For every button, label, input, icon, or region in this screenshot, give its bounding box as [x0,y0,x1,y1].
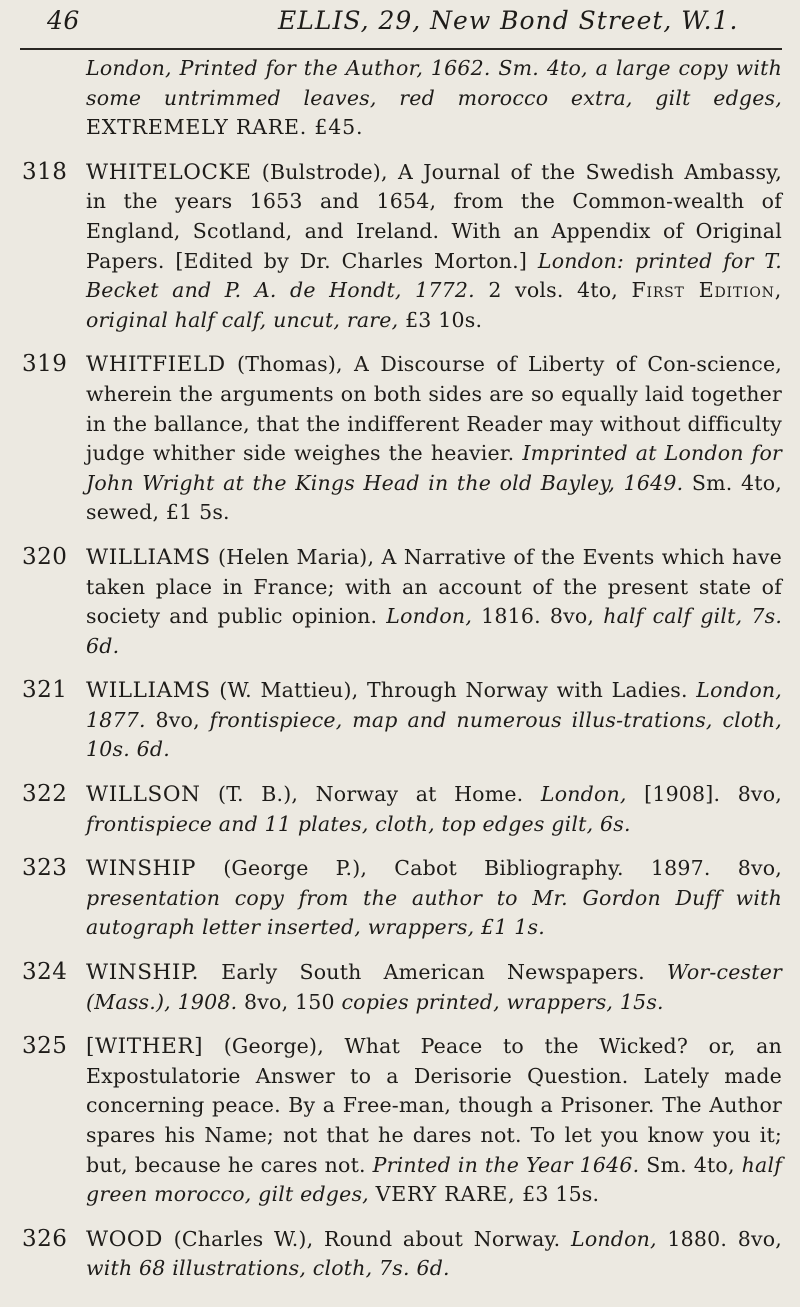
entry-description: (Bulstrode), A Journal of the Swedish Ambassy, in the years 1653 and 1654, from the Common-wealth of England, Scotland, and Ireland. With an Appendix of Original Papers. [Edited by Dr. Charles Morton.] [86,159,782,273]
entry-text [86,1032,782,1210]
entry-text [86,54,782,143]
entry-format: Sm. 4to, [646,1152,735,1177]
lot-number: 324 [22,959,68,986]
entry-text [86,158,782,336]
entry-format: 8vo, 150 [244,989,335,1014]
catalogue-entry-323 [20,854,782,943]
entry-author: WILLIAMS [86,544,211,570]
entry-text [86,780,782,839]
entry-imprint: London, 1877. [86,678,782,732]
entry-description: (T. B.), Norway at Home. [218,782,524,807]
entry-format: 1880. 8vo, [667,1226,783,1251]
entry-format: 1816. 8vo, [481,604,595,629]
entry-description: (Thomas), A Discourse of Liberty of Con-science, wherein the arguments on both sides are so equally laid together in the ballance, that the indifferent Reader may without difficulty judge whither side weighes the heavier. [86,352,782,466]
entry-format: [1908]. 8vo, [644,782,782,807]
entry-imprint: London, Printed for the Author, 1662. Sm. 4to, a large copy with some untrimmed leaves, red morocco extra, gilt edges, [86,56,782,110]
entry-description: (W. Mattieu), Through Norway with Ladies. [219,678,688,703]
entry-author: WHITFIELD [86,352,226,378]
entry-imprint: London, [571,1226,657,1251]
entry-format: 8vo, [155,707,200,732]
catalogue-entry-325 [20,1032,782,1210]
catalogue-entry-322 [20,780,782,839]
entry-description: (George), What Peace to the Wicked? or, an Expostulatorie Answer to a Derisorie Question. Lately made concerning peace. By a Free-man, though a Prisoner. The Author spares his Name; not that he dares not. To let you know you it; but, because he cares not. [86,1034,782,1177]
entry-text [86,958,782,1017]
page-header [20,0,782,52]
entry-imprint: Imprinted at London for John Wright at the Kings Head in the old Bayley, 1649. [86,441,782,495]
catalogue-entry-326 [20,1225,782,1284]
entry-author: WINSHIP. [86,960,200,986]
entry-price: £3 10s. [405,307,483,332]
entry-price: £3 15s. [522,1182,600,1207]
running-head: ELLIS, 29, New Bond Street, W.1. [278,6,739,35]
entry-imprint: London, [540,782,627,807]
lot-number: 318 [22,158,68,185]
entry-description: (Charles W.), Round about Norway. [173,1226,561,1251]
entry-text [86,1225,782,1284]
catalogue-entry-320 [20,543,782,661]
entry-description: (George P.), Cabot Bibliography. 1897. 8vo, [223,856,783,881]
entry-binding: original half calf, uncut, rare, [86,307,399,332]
lot-number: 323 [22,855,68,882]
entry-author: [WITHER] [86,1034,204,1060]
entry-binding: half green morocco, gilt edges, [86,1152,782,1207]
lot-number: 326 [22,1225,68,1252]
entry-text [86,854,782,943]
entry-author: WHITELOCKE [86,159,252,185]
entry-binding-price: copies printed, wrappers, 15s. [341,989,664,1014]
catalogue-entry-324 [20,958,782,1017]
lot-number: 321 [22,677,68,704]
lot-number: 325 [22,1033,68,1060]
entry-text [86,676,782,765]
entry-format: 2 vols. 4to, [488,278,618,303]
entry-author: WINSHIP [86,856,197,882]
lot-number: 322 [22,781,68,808]
entry-binding-price: half calf gilt, 7s. 6d. [86,604,783,658]
catalogue-entry-321 [20,676,782,765]
catalogue-entry-318 [20,158,782,336]
entry-edition: First Edition, [631,278,783,303]
entry-rarity: VERY RARE, [375,1182,516,1207]
entry-text [86,350,782,528]
entry-binding-price: with 68 illustrations, cloth, 7s. 6d. [86,1256,450,1281]
entry-imprint: London: printed for T. Becket and P. A. de Hondt, 1772. [86,248,783,303]
entry-imprint: Printed in the Year 1646. [372,1152,640,1177]
entry-imprint: Wor-cester (Mass.), 1908. [86,960,783,1014]
entry-rarity: EXTREMELY RARE. £45. [86,115,364,140]
entry-binding-price: frontispiece and 11 plates, cloth, top edges gilt, 6s. [86,811,631,836]
header-rule [20,48,782,50]
entry-author: WILLSON [86,782,201,808]
page-number: 46 [47,6,80,35]
entry-format-price: Sm. 4to, sewed, £1 5s. [86,470,782,525]
entry-author: WILLIAMS [86,678,211,704]
continuation-entry [20,54,782,143]
lot-number: 320 [22,543,68,570]
entry-text [86,543,782,661]
lot-number: 319 [22,351,68,378]
entry-description: Early South American Newspapers. [221,960,645,985]
entry-binding-price: frontispiece, map and numerous illus-trations, cloth, 10s. 6d. [86,707,782,762]
entry-binding-price: presentation copy from the author to Mr. Gordon Duff with autograph letter inserted, wrappers, £1 1s. [86,885,782,940]
catalogue-entries [20,54,782,1284]
entry-author: WOOD [86,1226,163,1252]
entry-description: (Helen Maria), A Narrative of the Events which have taken place in France; with an account of the present state of society and public opinion. [86,544,782,629]
catalogue-entry-319 [20,350,782,528]
entry-imprint: London, [386,604,473,629]
